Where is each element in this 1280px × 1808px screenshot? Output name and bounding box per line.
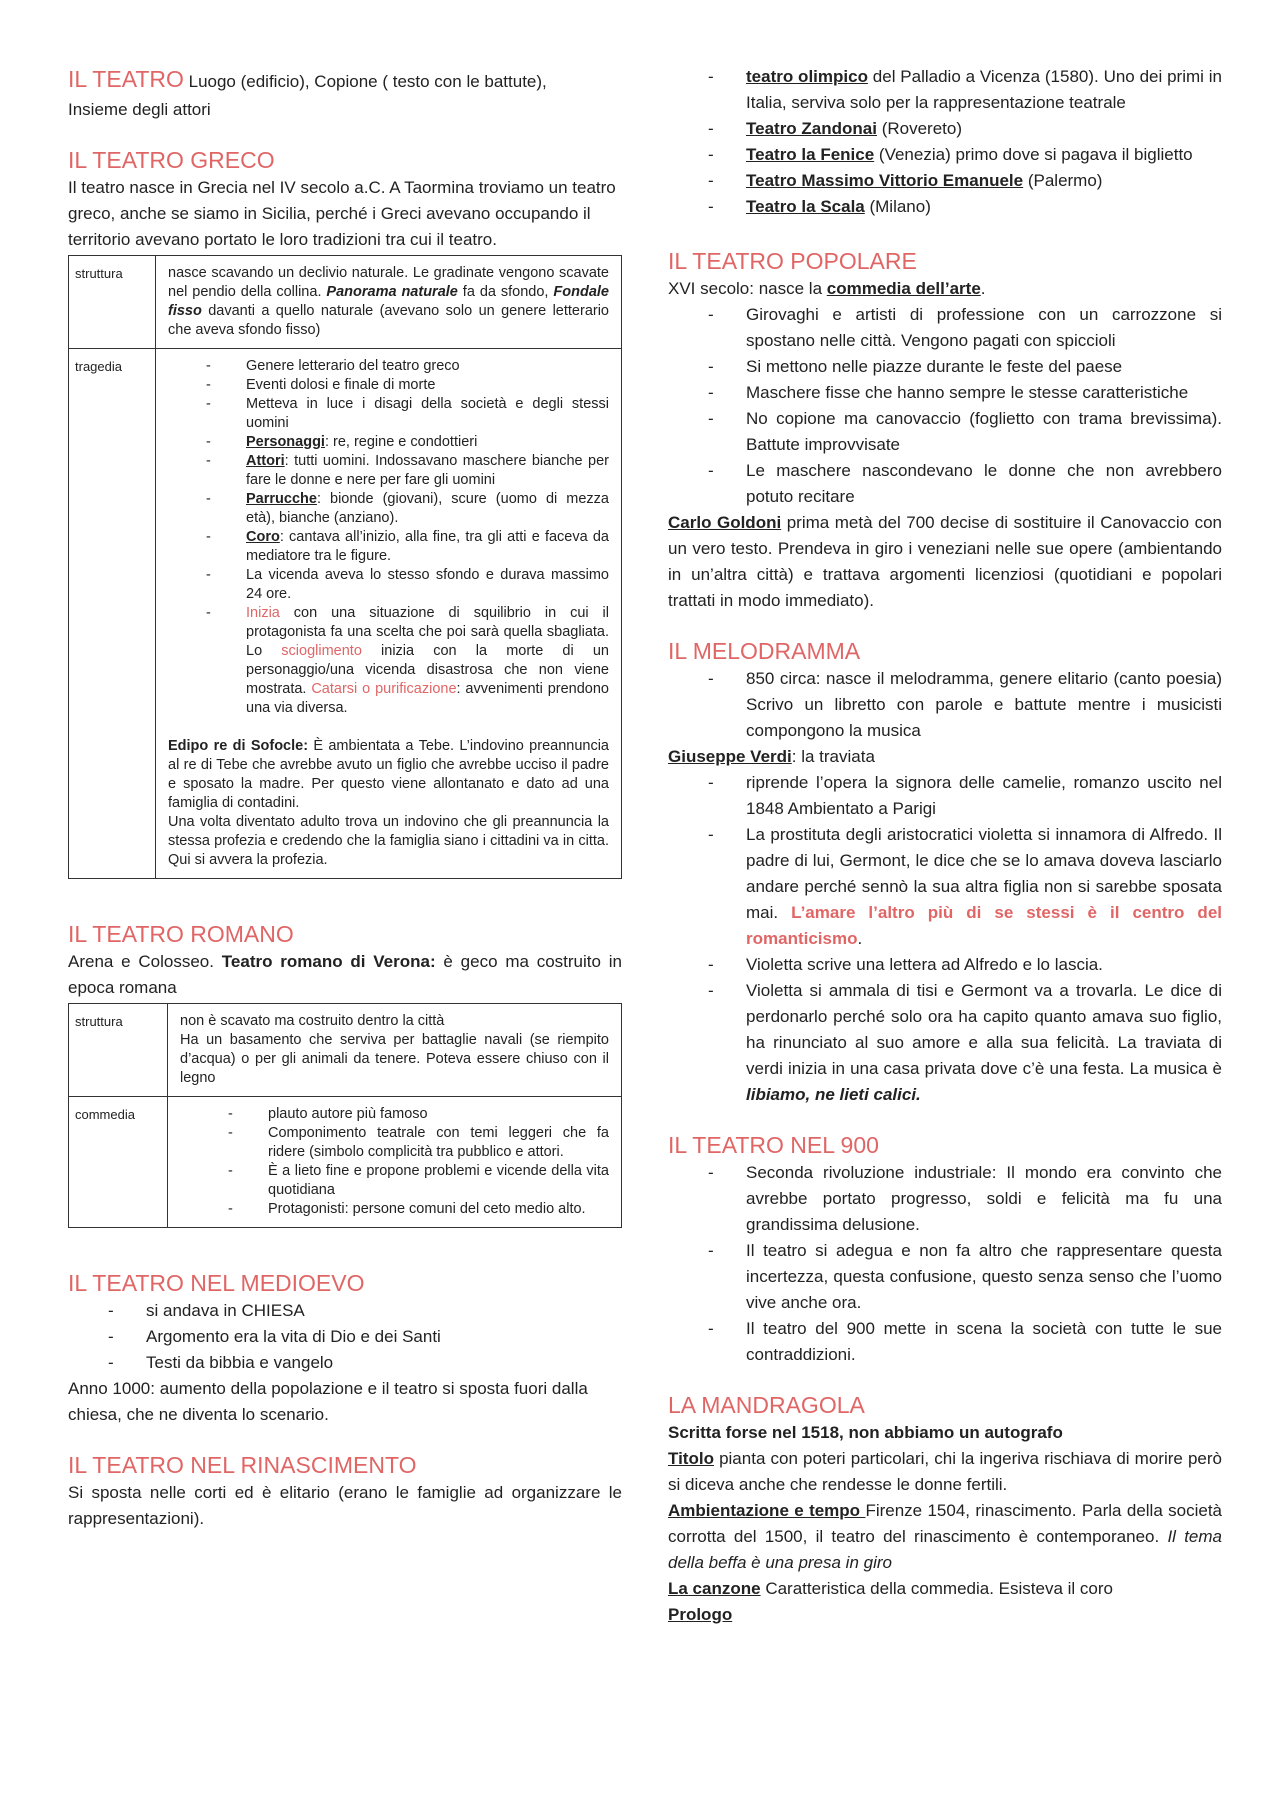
section-teatro-popolare: [668, 246, 1222, 614]
list-item: - Genere letterario del teatro greco: [168, 357, 609, 376]
section-title: IL TEATRO POPOLARE: [668, 248, 917, 274]
list-item: - Seconda rivoluzione industriale: Il mondo era convinto che avrebbe portato progresso, soldi e felicità ma fu una grandissima delusione.: [668, 1160, 1222, 1238]
traviata-list: [668, 770, 1222, 1108]
edipo-paragraph: Edipo re di Sofocle: È ambientata a Tebe. L’indovino preannuncia al re di Tebe che avrebbe avuto un figlio che avrebbe ucciso il padre e sposato la madre. Per questo viene allontanato e dato ad una famiglia di contadini.: [168, 738, 609, 811]
section-title: IL TEATRO NEL 900: [668, 1132, 879, 1158]
paragraph: Ambientazione e tempo Firenze 1504, rinascimento. Parla della società corrotta del 1500, il teatro del rinascimento è contemporaneo. Il tema della beffa è una presa in giro: [668, 1501, 1223, 1572]
paragraph: Giuseppe Verdi: la traviata: [668, 747, 875, 766]
table-row: [69, 256, 622, 349]
list-item: - Protagonisti: persone comuni del ceto medio alto.: [180, 1200, 609, 1219]
list-item: - Testi da bibbia e vangelo: [68, 1350, 622, 1376]
paragraph: Arena e Colosseo. Teatro romano di Verona: è geco ma costruito in epoca romana: [68, 952, 622, 997]
popolare-list: [668, 302, 1222, 510]
paragraph: Si sposta nelle corti ed è elitario (erano le famiglie ad organizzare le rappresentazioni).: [68, 1483, 622, 1528]
section-title: IL TEATRO NEL MEDIOEVO: [68, 1270, 365, 1296]
section-title: IL TEATRO ROMANO: [68, 921, 294, 947]
section-rinascimento: [68, 1450, 622, 1532]
list-item: - Si mettono nelle piazze durante le feste del paese: [668, 354, 1222, 380]
teatro-intro-line: IL TEATRO Luogo (edificio), Copione ( testo con le battute),: [68, 66, 547, 92]
melodramma-list: [668, 666, 1222, 744]
medioevo-list: [68, 1298, 622, 1376]
section-mandragola: [668, 1390, 1222, 1628]
row-value: [168, 1097, 622, 1228]
section-teatro-romano: [68, 919, 622, 1228]
list-item: - La vicenda aveva lo stesso sfondo e durava massimo 24 ore.: [168, 566, 609, 604]
table-row: [69, 1004, 622, 1097]
list-item: - Metteva in luce i disagi della società e degli stessi uomini: [168, 395, 609, 433]
section-teatri-list: [668, 64, 1222, 220]
list-item: - Violetta scrive una lettera ad Alfredo e lo lascia.: [668, 952, 1222, 978]
row-value: nasce scavando un declivio naturale. Le gradinate vengono scavate nel pendio della collina. Panorama naturale fa da sfondo, Fondale fisso davanti a quello naturale (avevano solo un genere letterario che aveva sfondo fisso): [156, 256, 622, 349]
list-item: - Teatro la Scala (Milano): [668, 194, 1222, 220]
section-title: IL MELODRAMMA: [668, 638, 861, 664]
right-column: [668, 64, 1222, 1628]
list-item: - No copione ma canovaccio (foglietto con trama brevissima). Battute improvvisate: [668, 406, 1222, 458]
section-teatro-greco: [68, 145, 622, 879]
novecento-list: [668, 1160, 1222, 1368]
list-item: - Personaggi: re, regine e condottieri: [168, 433, 609, 452]
section-title: IL TEATRO NEL RINASCIMENTO: [68, 1452, 417, 1478]
paragraph: Il teatro nasce in Grecia nel IV secolo a.C. A Taormina troviamo un teatro greco, anche se siamo in Sicilia, perché i Greci avevano occupando il territorio avevano portato le loro tradizioni tra cui il teatro.: [68, 178, 616, 249]
paragraph: Carlo Goldoni prima metà del 700 decise di sostituire il Canovaccio con un vero testo. Prendeva in giro i veneziani nelle sue opere (ambientando in un’altra città) e trattava argomenti licenziosi (quotidiani e popolari trattati in modo immediato).: [668, 513, 1222, 610]
row-label: tragedia: [69, 349, 156, 879]
list-item: - Parrucche: bionde (giovani), scure (uomo di mezza età), bianche (anziano).: [168, 490, 609, 528]
list-item: - Coro: cantava all’inizio, alla fine, tra gli atti e faceva da mediatore tra le figure.: [168, 528, 609, 566]
list-item: - Argomento era la vita di Dio e dei Santi: [68, 1324, 622, 1350]
list-item: - Le maschere nascondevano le donne che non avrebbero potuto recitare: [668, 458, 1222, 510]
list-item: - Componimento teatrale con temi leggeri che fa ridere (simbolo complicità tra pubblico e attori.: [180, 1124, 609, 1162]
list-item: - Maschere fisse che hanno sempre le stesse caratteristiche: [668, 380, 1222, 406]
list-item: - Il teatro si adegua e non fa altro che rappresentare questa incertezza, questa confusione, questo senza senso che l’uomo vive anche ora.: [668, 1238, 1222, 1316]
list-item: - Teatro Massimo Vittorio Emanuele (Palermo): [668, 168, 1222, 194]
row-label: struttura: [69, 1004, 168, 1097]
list-item: - La prostituta degli aristocratici violetta si innamora di Alfredo. Il padre di lui, Germont, le dice che se lo amava doveva lasciarlo andare perché sennò la sua altra figlia non si sarebbe sposata mai. L’amare l’altro più di se stessi è il centro del romanticismo.: [668, 822, 1222, 952]
list-item: - Teatro Zandonai (Rovereto): [668, 116, 1222, 142]
list-item: - Teatro la Fenice (Venezia) primo dove si pagava il biglietto: [668, 142, 1222, 168]
table-row: [69, 349, 622, 879]
teatri-list: [668, 64, 1222, 220]
section-novecento: [668, 1130, 1222, 1368]
commedia-list: [180, 1105, 609, 1219]
row-label: commedia: [69, 1097, 168, 1228]
subtitle: Scritta forse nel 1518, non abbiamo un autografo: [668, 1423, 1063, 1442]
list-item: - Violetta si ammala di tisi e Germont va a trovarla. Le dice di perdonarlo perché solo ora ha capito quanto amava suo figlio, ha rinunciato al suo amore e alla sua felicità. La traviata di verdi inizia in una casa privata dove c’è una festa. La musica è libiamo, ne lieti calici.: [668, 978, 1222, 1108]
paragraph: XVI secolo: nasce la commedia dell’arte.: [668, 279, 986, 298]
edipo-paragraph-2: Una volta diventato adulto trova un indovino che gli preannuncia la stessa profezia e credendo che la famiglia siano i cittadini va in citta. Qui si avvera la profezia.: [168, 814, 609, 868]
section-medioevo: [68, 1268, 622, 1428]
list-item: - Girovaghi e artisti di professione con un carrozzone si spostano nelle città. Vengono pagati con spiccioli: [668, 302, 1222, 354]
list-item: - riprende l’opera la signora delle camelie, romanzo uscito nel 1848 Ambientato a Parigi: [668, 770, 1222, 822]
section-teatro: IL TEATRO Luogo (edificio), Copione ( testo con le battute), Insieme degli attori: [68, 64, 622, 123]
left-column: [68, 64, 622, 1532]
section-title: IL TEATRO GRECO: [68, 147, 275, 173]
section-melodramma: [668, 636, 1222, 1108]
list-item: - plauto autore più famoso: [180, 1105, 609, 1124]
list-item: - si andava in CHIESA: [68, 1298, 622, 1324]
row-label: struttura: [69, 256, 156, 349]
list-item: - 850 circa: nasce il melodramma, genere elitario (canto poesia) Scrivo un libretto con parole e battute mentre i musicisti compongono la musica: [668, 666, 1222, 744]
list-item: - Attori: tutti uomini. Indossavano maschere bianche per fare le donne e nere per fare gli uomini: [168, 452, 609, 490]
section-title: IL TEATRO: [68, 66, 184, 92]
list-item: - Eventi dolosi e finale di morte: [168, 376, 609, 395]
tragedia-list: [168, 357, 609, 718]
row-value: non è scavato ma costruito dentro la città Ha un basamento che serviva per battaglie navali (se riempito d’acqua) o per gli animali da tenere. Poteva essere chiuso con il legno: [168, 1004, 622, 1097]
paragraph: Titolo pianta con poteri particolari, chi la ingeriva rischiava di morire però si diceva anche che rendesse le donne fertili.: [668, 1449, 1222, 1494]
paragraph: Anno 1000: aumento della popolazione e il teatro si sposta fuori dalla chiesa, che ne diventa lo scenario.: [68, 1379, 588, 1424]
romano-table: [68, 1003, 622, 1228]
section-title: LA MANDRAGOLA: [668, 1392, 865, 1418]
list-item: - teatro olimpico del Palladio a Vicenza (1580). Uno dei primi in Italia, serviva solo per la rappresentazione teatrale: [668, 64, 1222, 116]
list-item: - Il teatro del 900 mette in scena la società con tutte le sue contraddizioni.: [668, 1316, 1222, 1368]
greco-table: [68, 255, 622, 879]
paragraph: Prologo: [668, 1605, 733, 1624]
row-value: [156, 349, 622, 879]
list-item: - È a lieto fine e propone problemi e vicende della vita quotidiana: [180, 1162, 609, 1200]
list-item: - Inizia con una situazione di squilibrio in cui il protagonista fa una scelta che poi sarà quella sbagliata. Lo scioglimento inizia con la morte di un personaggio/una vicenda disastrosa che non viene mostrata. Catarsi o purificazione: avvenimenti prendono una via diversa.: [168, 604, 609, 718]
paragraph: La canzone Caratteristica della commedia. Esisteva il coro: [668, 1579, 1114, 1598]
table-row: [69, 1097, 622, 1228]
